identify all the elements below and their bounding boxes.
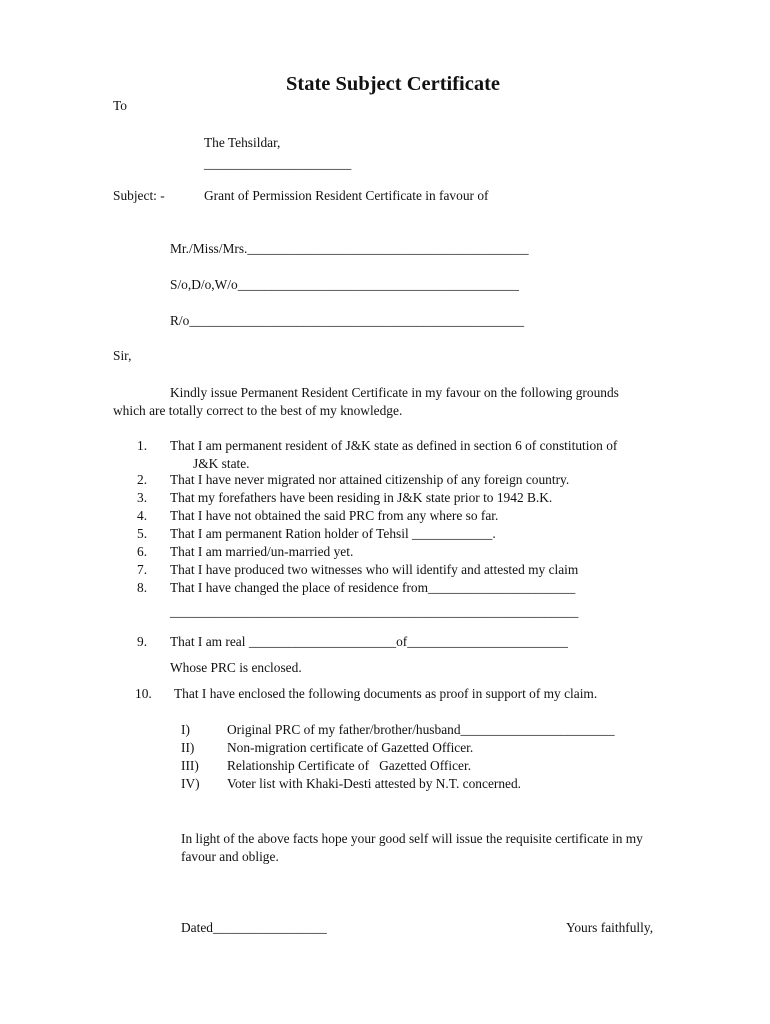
ground-number: 6. [137, 544, 148, 559]
ground-text: That I have changed the place of residence from______________________ [170, 580, 576, 595]
document-text: Non-migration certificate of Gazetted Officer. [227, 740, 474, 755]
ground-text-continued: J&K state. [193, 456, 250, 471]
to-label: To [113, 98, 127, 113]
ground-text: That I have enclosed the following documents as proof in support of my claim. [174, 686, 598, 701]
document-number: III) [181, 758, 199, 773]
ground-text: That I have produced two witnesses who will identify and attested my claim [170, 562, 579, 577]
intro-line-1: Kindly issue Permanent Resident Certificate in my favour on the following grounds [170, 385, 619, 400]
subject-label: Subject: - [113, 188, 165, 203]
ground-number: 4. [137, 508, 148, 523]
dated-field-line: Dated_________________ [181, 920, 327, 935]
closing-line-2: favour and oblige. [181, 849, 279, 864]
ground-9-subtext: Whose PRC is enclosed. [170, 660, 302, 675]
document-number: I) [181, 722, 190, 737]
ground-text: That I am married/un-married yet. [170, 544, 354, 559]
intro-line-2: which are totally correct to the best of my knowledge. [113, 403, 403, 418]
signoff: Yours faithfully, [566, 920, 654, 935]
ground-number: 10. [135, 686, 152, 701]
addressee: The Tehsildar, [204, 135, 281, 150]
ground-text: That I am real ______________________of________________________ [170, 634, 568, 649]
salutation: Sir, [113, 348, 132, 363]
ground-number: 5. [137, 526, 148, 541]
document-text: Voter list with Khaki-Desti attested by N.T. concerned. [227, 776, 522, 791]
name-field-line: Mr./Miss/Mrs.__________________________________________ [170, 241, 529, 256]
ground-text: That I am permanent Ration holder of Tehsil ____________. [170, 526, 496, 541]
ground-8-continuation-line: _____________________________________________________________ [170, 604, 579, 619]
ground-text: That I have never migrated nor attained citizenship of any foreign country. [170, 472, 570, 487]
residence-field-line: R/o__________________________________________________ [170, 313, 525, 328]
ground-number: 7. [137, 562, 148, 577]
document-title: State Subject Certificate [285, 73, 501, 95]
ground-text: That my forefathers have been residing in J&K state prior to 1942 B.K. [170, 490, 553, 505]
document-number: IV) [181, 776, 200, 791]
ground-text: That I am permanent resident of J&K state as defined in section 6 of constitution of [170, 438, 618, 453]
document-text: Relationship Certificate of Gazetted Officer. [227, 758, 472, 773]
ground-number: 8. [137, 580, 148, 595]
closing-line-1: In light of the above facts hope your good self will issue the requisite certificate in my [181, 831, 643, 846]
document-number: II) [181, 740, 195, 755]
ground-number: 2. [137, 472, 148, 487]
document-text: Original PRC of my father/brother/husband_______________________ [227, 722, 615, 737]
addressee-blank: ______________________ [204, 156, 352, 171]
ground-number: 1. [137, 438, 148, 453]
ground-number: 9. [137, 634, 148, 649]
subject-text: Grant of Permission Resident Certificate in favour of [204, 188, 489, 203]
relation-field-line: S/o,D/o,W/o__________________________________________ [170, 277, 519, 292]
ground-number: 3. [137, 490, 148, 505]
ground-text: That I have not obtained the said PRC from any where so far. [170, 508, 499, 523]
